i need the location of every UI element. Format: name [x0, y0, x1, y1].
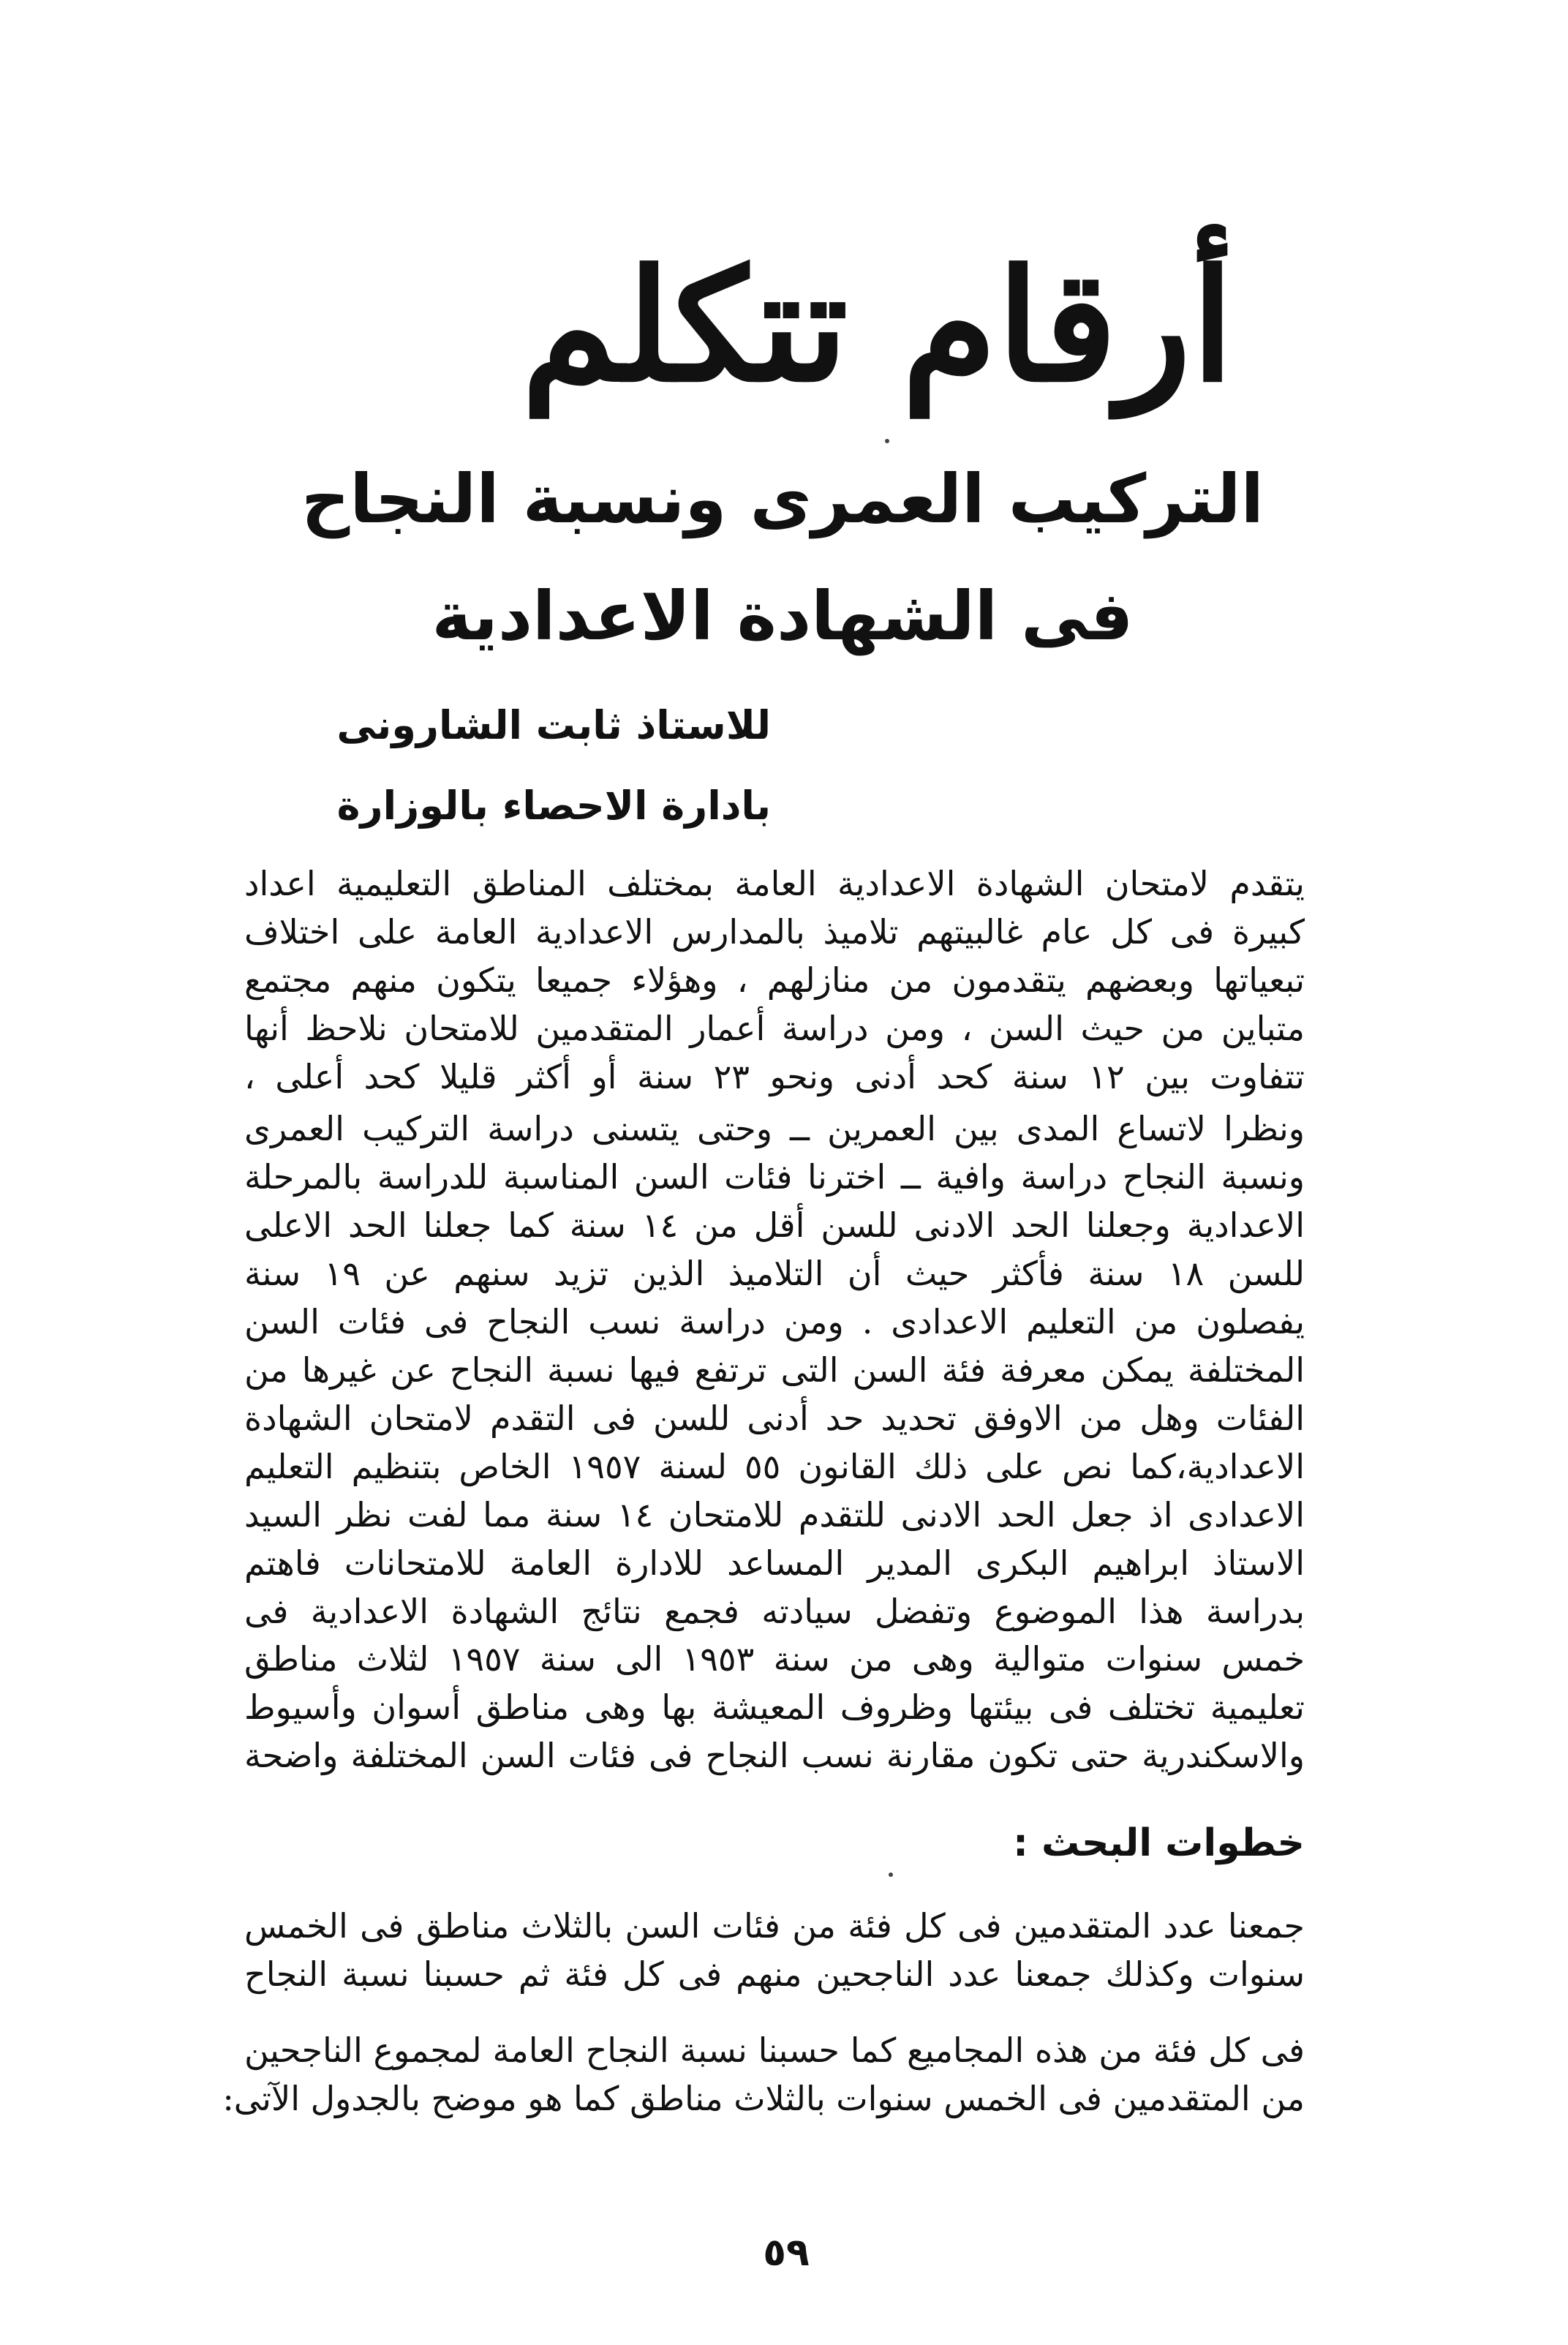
paragraph-line: تتفاوت بين ١٢ سنة كحد أدنى ونحو ٢٣ سنة أو أكثر قليلا كحد أعلى ، — [244, 1057, 1305, 1096]
paragraph-5 — [222, 2026, 1305, 2123]
paragraph-line: يتقدم لامتحان الشهادة الاعدادية العامة بمختلف المناطق التعليمية اعداد — [244, 864, 1305, 903]
paragraph-line: والاسكندرية حتى تكون مقارنة نسب النجاح فى فئات السن المختلفة واضحة — [244, 1736, 1305, 1775]
author-name: للاستاذ ثابت الشارونى — [336, 702, 771, 748]
paragraph-line: كبيرة فى كل عام غالبيتهم تلاميذ بالمدارس الاعدادية العامة على اختلاف — [244, 912, 1305, 952]
paragraph-2 — [244, 1104, 1305, 1636]
paragraph-line: الاعدادية،كما نص على ذلك القانون ٥٥ لسنة ١٩٥٧ الخاص بتنظيم التعليم — [244, 1447, 1305, 1486]
paragraph-line: الاعدادية وجعلنا الحد الادنى للسن أقل من ١٤ سنة كما جعلنا الحد الاعلى — [244, 1205, 1305, 1245]
paragraph-line: الفئات وهل من الاوفق تحديد حد أدنى للسن فى التقدم لامتحان الشهادة — [244, 1399, 1305, 1438]
paragraph-line: يفصلون من التعليم الاعدادى . ومن دراسة نسب النجاح فى فئات السن — [244, 1302, 1305, 1341]
article-title-line-2: فى الشهادة الاعدادية — [431, 577, 1134, 655]
paragraph-4 — [244, 1902, 1305, 1998]
article-title-line-1: التركيب العمرى ونسبة النجاح — [301, 460, 1264, 538]
paragraph-line: تبعياتها وبعضهم يتقدمون من منازلهم ، وهؤلاء جميعا يتكون منهم مجتمع — [244, 960, 1305, 1000]
paragraph-line: خمس سنوات متوالية وهى من سنة ١٩٥٣ الى سنة ١٩٥٧ لثلاث مناطق — [244, 1639, 1305, 1679]
paragraph-line: جمعنا عدد المتقدمين فى كل فئة من فئات السن بالثلاث مناطق فى الخمس — [244, 1906, 1305, 1946]
paragraph-line: من المتقدمين فى الخمس سنوات بالثلاث مناطق كما هو موضح بالجدول الآتى: — [222, 2079, 1305, 2118]
paragraph-line: الاستاذ ابراهيم البكرى المدير المساعد للادارة العامة للامتحانات فاهتم — [244, 1543, 1305, 1583]
paragraph-line: المختلفة يمكن معرفة فئة السن التى ترتفع فيها نسبة النجاح عن غيرها من — [244, 1350, 1305, 1390]
scan-speck — [885, 439, 889, 443]
paragraph-line: سنوات وكذلك جمعنا عدد الناجحين منهم فى كل فئة ثم حسبنا نسبة النجاح — [244, 1954, 1305, 1994]
paragraph-line: الاعدادى اذ جعل الحد الادنى للتقدم للامتحان ١٤ سنة مما لفت نظر السيد — [244, 1495, 1305, 1535]
paragraph-line: متباين من حيث السن ، ومن دراسة أعمار المتقدمين للامتحان نلاحظ أنها — [244, 1009, 1305, 1048]
page-number: ٥٩ — [763, 2231, 810, 2275]
author-department: بادارة الاحصاء بالوزارة — [336, 783, 771, 829]
paragraph-line: بدراسة هذا الموضوع وتفضل سيادته فجمع نتائج الشهادة الاعدادية فى — [244, 1592, 1305, 1631]
section-heading: خطوات البحث : — [1013, 1821, 1305, 1865]
paragraph-line: فى كل فئة من هذه المجاميع كما حسبنا نسبة النجاح العامة لمجموع الناجحين — [244, 2030, 1305, 2070]
scan-speck — [889, 1872, 893, 1877]
paragraph-line: للسن ١٨ سنة فأكثر حيث أن التلاميذ الذين تزيد سنهم عن ١٩ سنة — [244, 1254, 1305, 1293]
paragraph-1 — [244, 859, 1305, 1101]
paragraph-3 — [244, 1635, 1305, 1780]
paragraph-line: ونظرا لاتساع المدى بين العمرين ــ وحتى يتسنى دراسة التركيب العمرى — [244, 1109, 1305, 1148]
paragraph-line: تعليمية تختلف فى بيئتها وظروف المعيشة بها وهى مناطق أسوان وأسيوط — [244, 1687, 1305, 1727]
column-masthead: أرقام تتكلم — [521, 236, 1235, 416]
paragraph-line: ونسبة النجاح دراسة وافية ــ اخترنا فئات السن المناسبة للدراسة بالمرحلة — [244, 1157, 1305, 1197]
